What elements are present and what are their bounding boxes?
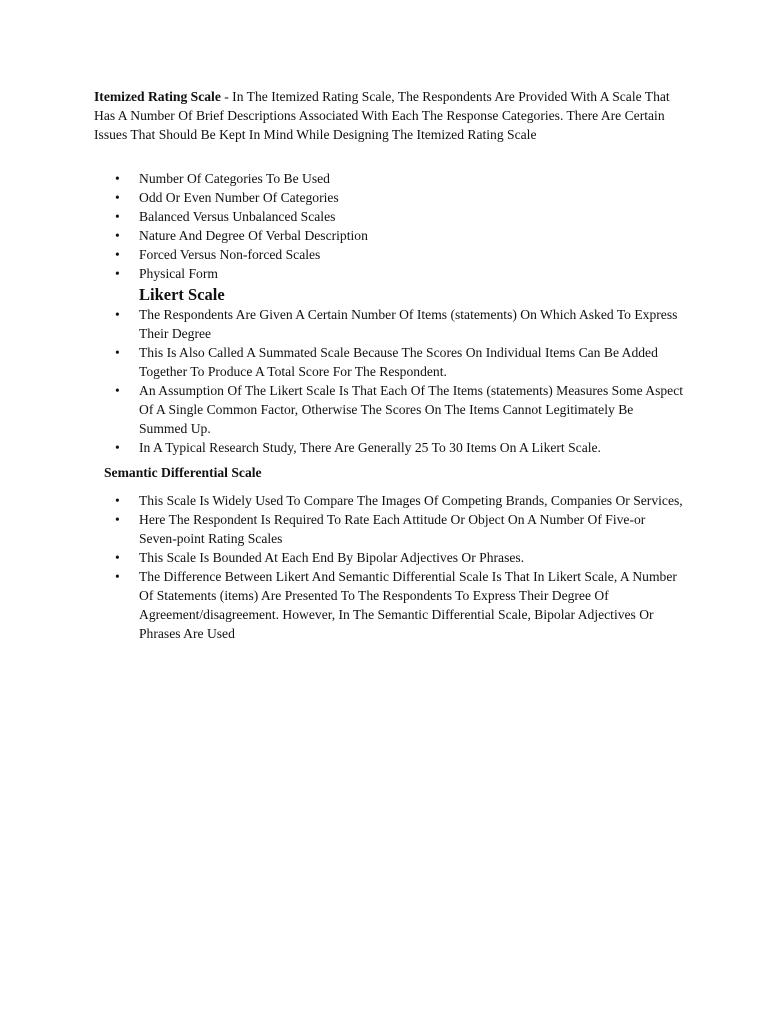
list-item: • This Is Also Called A Summated Scale Because The Scores On Individual Items Can Be Added Together To Produce A Total Score For The Respondent. <box>94 343 684 381</box>
semantic-heading: Semantic Differential Scale <box>104 465 262 480</box>
list-item: • This Scale Is Widely Used To Compare The Images Of Competing Brands, Companies Or Services, <box>94 491 684 510</box>
intro-paragraph <box>94 87 674 144</box>
intro-term: Itemized Rating Scale <box>94 89 221 104</box>
list-item: • Balanced Versus Unbalanced Scales <box>94 207 684 226</box>
list-item: • Forced Versus Non-forced Scales <box>94 245 684 264</box>
likert-list <box>94 305 684 457</box>
semantic-list <box>94 491 684 643</box>
list-item: • Physical Form <box>94 264 684 283</box>
likert-heading: Likert Scale <box>139 285 225 304</box>
list-item: • This Scale Is Bounded At Each End By Bipolar Adjectives Or Phrases. <box>94 548 684 567</box>
intro-text: - In The Itemized Rating Scale, The Respondents Are Provided With A Scale That Has A Number Of Brief Descriptions Associated With Each The Response Categories. There Are Certain Issues That Should Be Kept In Mind While Designing The Itemized Rating Scale <box>94 89 670 142</box>
list-item: • Here The Respondent Is Required To Rate Each Attitude Or Object On A Number Of Five-or Seven-point Rating Scales <box>94 510 684 548</box>
list-item: • In A Typical Research Study, There Are Generally 25 To 30 Items On A Likert Scale. <box>94 438 684 457</box>
list-item: • Odd Or Even Number Of Categories <box>94 188 684 207</box>
list-item: • Number Of Categories To Be Used <box>94 169 684 188</box>
list-item: • The Difference Between Likert And Semantic Differential Scale Is That In Likert Scale, A Number Of Statements (items) Are Presented To The Respondents To Express Their Degree Of Agreement/disagreement. However, In The Semantic Differential Scale, Bipolar Adjectives Or Phrases Are Used <box>94 567 684 643</box>
itemized-issues-list <box>94 169 684 283</box>
list-item: • An Assumption Of The Likert Scale Is That Each Of The Items (statements) Measures Some Aspect Of A Single Common Factor, Otherwise The Scores On The Items Cannot Legitimately Be Summed Up. <box>94 381 684 438</box>
list-item: • The Respondents Are Given A Certain Number Of Items (statements) On Which Asked To Express Their Degree <box>94 305 684 343</box>
list-item: • Nature And Degree Of Verbal Description <box>94 226 684 245</box>
